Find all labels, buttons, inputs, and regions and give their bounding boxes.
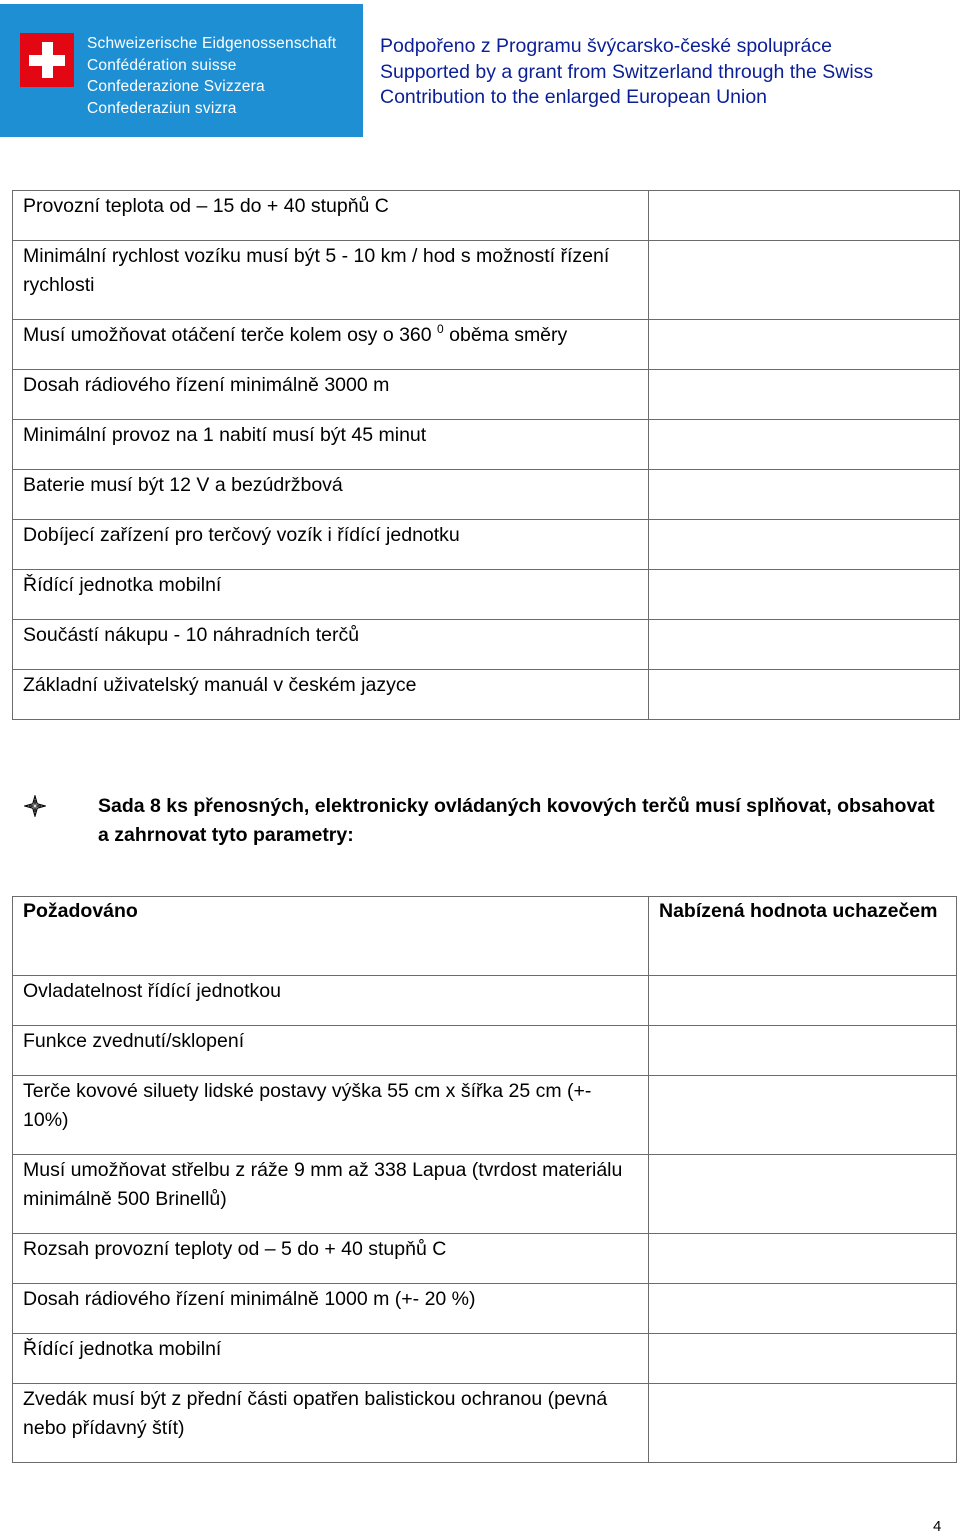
logo-line-fr: Confédération suisse	[87, 56, 237, 74]
table-row	[13, 320, 960, 370]
offered-value-cell[interactable]	[649, 620, 960, 670]
offered-value-cell[interactable]	[649, 370, 960, 420]
requirement-cell: Dosah rádiového řízení minimálně 1000 m (+- 20 %)	[13, 1284, 649, 1334]
offered-value-cell[interactable]	[649, 976, 957, 1026]
offered-value-cell[interactable]	[649, 1234, 957, 1284]
requirement-cell: Dobíjecí zařízení pro terčový vozík i řídící jednotku	[13, 520, 649, 570]
table-row	[13, 370, 960, 420]
table-row	[13, 670, 960, 720]
table-row	[13, 470, 960, 520]
offered-value-cell[interactable]	[649, 1284, 957, 1334]
requirement-cell: Terče kovové siluety lidské postavy výška 55 cm x šířka 25 cm (+- 10%)	[13, 1076, 649, 1155]
table-row	[13, 1234, 957, 1284]
swiss-flag-icon	[20, 33, 74, 87]
table-header-row	[13, 897, 957, 976]
header-line: Podpořeno z Programu švýcarsko-české spolupráce	[380, 35, 832, 57]
table-row	[13, 1334, 957, 1384]
table-row	[13, 1384, 957, 1463]
logo-line-it: Confederazione Svizzera	[87, 78, 265, 95]
offered-value-cell[interactable]	[649, 670, 960, 720]
offered-value-cell[interactable]	[649, 241, 960, 320]
logo-line-rm: Confederaziun svizra	[87, 99, 237, 117]
requirement-cell: Rozsah provozní teploty od – 5 do + 40 stupňů C	[13, 1234, 649, 1284]
table-row	[13, 191, 960, 241]
offered-value-cell[interactable]	[649, 420, 960, 470]
requirement-cell: Ovladatelnost řídící jednotkou	[13, 976, 649, 1026]
table-row	[13, 570, 960, 620]
offered-value-cell[interactable]	[649, 1026, 957, 1076]
logo-line-de: Schweizerische Eidgenossenschaft	[87, 35, 337, 52]
requirement-cell: Součástí nákupu - 10 náhradních terčů	[13, 620, 649, 670]
parameters-table-1	[12, 190, 960, 720]
requirement-cell: Řídící jednotka mobilní	[13, 570, 649, 620]
swiss-confederation-logo	[0, 4, 363, 137]
table-row	[13, 1026, 957, 1076]
header-offered-value: Nabízená hodnota uchazečem	[649, 897, 957, 976]
offered-value-cell[interactable]	[649, 1155, 957, 1234]
offered-value-cell[interactable]	[649, 470, 960, 520]
offered-value-cell[interactable]	[649, 320, 960, 370]
table-row	[13, 420, 960, 470]
section-heading-text: Sada 8 ks přenosných, elektronicky ovládaných kovových terčů musí splňovat, obsahovat a zahrnovat tyto parametry:	[98, 795, 935, 846]
requirement-cell: Zvedák musí být z přední části opatřen balistickou ochranou (pevná nebo přídavný štít)	[13, 1384, 649, 1463]
requirement-text: oběma směry	[443, 324, 568, 346]
requirement-cell: Dosah rádiového řízení minimálně 3000 m	[13, 370, 649, 420]
table-row	[13, 1155, 957, 1234]
requirement-text: Musí umožňovat otáčení terče kolem osy o 360	[23, 324, 438, 346]
requirement-cell: Minimální provoz na 1 nabití musí být 45 minut	[13, 420, 649, 470]
requirement-cell: Musí umožňovat střelbu z ráže 9 mm až 338 Lapua (tvrdost materiálu minimálně 500 Brinellů)	[13, 1155, 649, 1234]
header-line: Contribution to the enlarged European Union	[380, 86, 768, 108]
offered-value-cell[interactable]	[649, 1384, 957, 1463]
table-row	[13, 976, 957, 1026]
requirement-cell: Řídící jednotka mobilní	[13, 1334, 649, 1384]
page-number: 4	[933, 1518, 942, 1535]
offered-value-cell[interactable]	[649, 570, 960, 620]
diamond-bullet-icon	[24, 795, 46, 817]
offered-value-cell[interactable]	[649, 520, 960, 570]
logo-text	[87, 33, 336, 119]
requirement-cell: Funkce zvednutí/sklopení	[13, 1026, 649, 1076]
program-support-header	[380, 34, 873, 111]
table-row	[13, 241, 960, 320]
table-row	[13, 620, 960, 670]
parameters-table-2	[12, 896, 957, 1463]
table-row	[13, 1284, 957, 1334]
table-row	[13, 1076, 957, 1155]
requirement-cell	[13, 320, 649, 370]
requirement-cell: Provozní teplota od – 15 do + 40 stupňů C	[13, 191, 649, 241]
degree-superscript: 0	[437, 322, 444, 336]
offered-value-cell[interactable]	[649, 191, 960, 241]
requirement-cell: Baterie musí být 12 V a bezúdržbová	[13, 470, 649, 520]
requirement-cell: Minimální rychlost vozíku musí být 5 - 10 km / hod s možností řízení rychlosti	[13, 241, 649, 320]
requirement-cell: Základní uživatelský manuál v českém jazyce	[13, 670, 649, 720]
header-required: Požadováno	[13, 897, 649, 976]
offered-value-cell[interactable]	[649, 1076, 957, 1155]
header-line: Supported by a grant from Switzerland through the Swiss	[380, 60, 874, 83]
offered-value-cell[interactable]	[649, 1334, 957, 1384]
table-row	[13, 520, 960, 570]
